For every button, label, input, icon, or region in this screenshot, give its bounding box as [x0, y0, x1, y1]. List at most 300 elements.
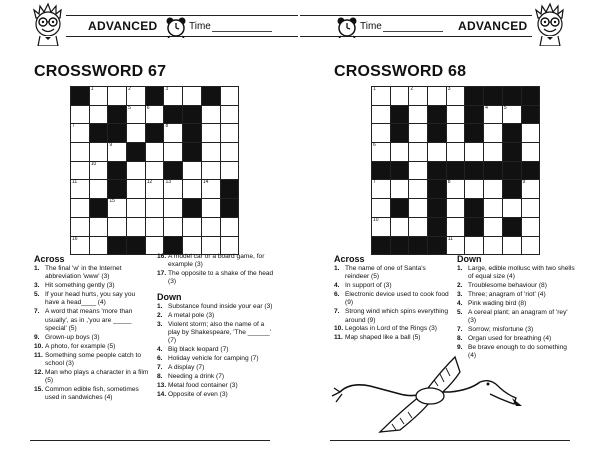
- right-page: [300, 0, 600, 460]
- grid-cell[interactable]: [90, 143, 108, 161]
- grid-cell[interactable]: [391, 87, 409, 105]
- clue-item: [34, 265, 149, 282]
- clue-item: [457, 309, 575, 326]
- grid-cell-black: [465, 124, 483, 142]
- grid-cell[interactable]: [71, 180, 89, 198]
- grid-cell[interactable]: [202, 106, 220, 124]
- grid-cell[interactable]: [71, 106, 89, 124]
- grid-cell[interactable]: [447, 199, 465, 217]
- grid-cell-black: [503, 162, 521, 180]
- clue-number: 9: [522, 179, 526, 186]
- grid-cell[interactable]: [484, 218, 502, 236]
- clue-number: 7.: [157, 364, 163, 372]
- grid-cell-black: [428, 218, 446, 236]
- clue-number: 2.: [157, 311, 163, 319]
- clue-text: A display (7): [168, 364, 205, 372]
- grid-cell[interactable]: [391, 218, 409, 236]
- clue-number: 4.: [157, 346, 163, 354]
- grid-cell[interactable]: [484, 106, 502, 124]
- clue-text: Grown-up boys (3): [45, 333, 100, 341]
- clue-number: 4.: [334, 282, 340, 290]
- grid-cell-black: [164, 106, 182, 124]
- grid-cell[interactable]: [447, 124, 465, 142]
- clue-text: A word that means 'more than usually', as in ,'you are _____ special' (5): [45, 308, 133, 332]
- across-clues: [334, 265, 449, 343]
- grid-cell[interactable]: [465, 237, 483, 255]
- time-entry-line[interactable]: [212, 31, 272, 32]
- grid-cell[interactable]: [465, 180, 483, 198]
- grid-cell[interactable]: [221, 87, 239, 105]
- clue-number: 3.: [157, 320, 163, 328]
- grid-cell[interactable]: [447, 180, 465, 198]
- grid-cell[interactable]: [409, 218, 427, 236]
- clue-number: 2: [128, 86, 131, 92]
- grid-cell-black: [108, 162, 126, 180]
- kid-avatar-icon: [530, 2, 570, 46]
- grid-cell[interactable]: [71, 218, 89, 236]
- clue-number: 15: [109, 198, 115, 205]
- clue-number: 8: [447, 179, 451, 186]
- grid-cell-black: [90, 124, 108, 142]
- grid-cell[interactable]: [202, 162, 220, 180]
- clue-text: Organ used for breathing (4): [468, 334, 552, 342]
- grid-cell[interactable]: [221, 124, 239, 142]
- puzzle-title: CROSSWORD 68: [334, 63, 467, 80]
- grid-cell[interactable]: [183, 180, 201, 198]
- grid-cell-black: [484, 87, 502, 105]
- grid-cell-black: [164, 162, 182, 180]
- grid-cell[interactable]: [522, 237, 540, 255]
- clue-number: 1: [373, 86, 376, 92]
- clue-number: 4: [485, 104, 488, 111]
- grid-cell[interactable]: [183, 87, 201, 105]
- grid-cell-black: [164, 237, 182, 255]
- grid-cell[interactable]: [202, 180, 220, 198]
- clue-item: [157, 253, 275, 270]
- header-rule: [300, 15, 532, 16]
- level-label: ADVANCED: [88, 19, 158, 33]
- grid-cell-black: [372, 162, 390, 180]
- grid-cell-black: [409, 237, 427, 255]
- clue-number: 3: [165, 86, 169, 92]
- grid-cell-black: [428, 180, 446, 198]
- grid-cell-black: [484, 162, 502, 180]
- grid-cell[interactable]: [409, 143, 427, 161]
- grid-cell[interactable]: [146, 162, 164, 180]
- grid-cell-black: [391, 124, 409, 142]
- clue-text: A metal pole (3): [168, 311, 215, 319]
- grid-cell[interactable]: [183, 162, 201, 180]
- grid-cell-black: [465, 87, 483, 105]
- clue-number: 13: [165, 179, 171, 186]
- clue-item: [157, 346, 275, 354]
- grid-cell-black: [428, 162, 446, 180]
- clue-number: 12.: [34, 368, 44, 376]
- grid-cell-black: [503, 218, 521, 236]
- clue-item: [457, 291, 575, 299]
- grid-cell-black: [465, 106, 483, 124]
- grid-cell[interactable]: [90, 87, 108, 105]
- grid-cell[interactable]: [202, 199, 220, 217]
- time-label: Time: [360, 21, 382, 32]
- clue-number: 13.: [157, 381, 167, 389]
- crossword-grid[interactable]: [70, 86, 239, 255]
- grid-cell-black: [221, 199, 239, 217]
- clue-item: [157, 382, 275, 390]
- clue-item: [334, 308, 449, 325]
- grid-cell-black: [522, 106, 540, 124]
- clue-number: 8.: [157, 372, 163, 380]
- grid-cell-black: [428, 124, 446, 142]
- grid-cell[interactable]: [71, 143, 89, 161]
- grid-cell[interactable]: [484, 124, 502, 142]
- clue-item: [34, 386, 149, 403]
- grid-cell[interactable]: [428, 87, 446, 105]
- grid-cell[interactable]: [221, 106, 239, 124]
- clue-number: 11.: [34, 351, 43, 359]
- kid-avatar-icon: [28, 2, 68, 46]
- footer-rule: [330, 440, 570, 441]
- clue-number: 17.: [157, 270, 167, 278]
- grid-cell[interactable]: [447, 237, 465, 255]
- clue-item: [34, 334, 149, 342]
- clue-text: The opposite to a shake of the head (3): [168, 270, 274, 286]
- grid-cell[interactable]: [90, 218, 108, 236]
- grid-cell[interactable]: [372, 124, 390, 142]
- clue-item: [457, 265, 575, 282]
- across-heading: Across: [34, 254, 65, 264]
- clue-text: A cereal plant; an anagram of 'rey' (3): [468, 308, 568, 325]
- grid-cell-black: [108, 124, 126, 142]
- crossword-grid[interactable]: [371, 86, 540, 255]
- grid-cell[interactable]: [372, 199, 390, 217]
- grid-cell[interactable]: [372, 218, 390, 236]
- grid-cell-black: [391, 162, 409, 180]
- clue-number: 7.: [34, 308, 40, 316]
- clue-text: Opposite of even (3): [168, 390, 228, 398]
- grid-cell[interactable]: [409, 162, 427, 180]
- grid-cell[interactable]: [146, 237, 164, 255]
- grid-cell[interactable]: [146, 218, 164, 236]
- clue-number: 1.: [34, 265, 40, 272]
- grid-cell-black: [391, 106, 409, 124]
- grid-cell[interactable]: [71, 162, 89, 180]
- grid-cell[interactable]: [127, 199, 145, 217]
- grid-cell[interactable]: [409, 180, 427, 198]
- grid-cell-black: [503, 124, 521, 142]
- clue-item: [457, 300, 575, 308]
- clue-number: 16.: [157, 253, 167, 260]
- clue-item: [457, 326, 575, 334]
- grid-cell[interactable]: [146, 106, 164, 124]
- grid-cell[interactable]: [221, 162, 239, 180]
- grid-cell-black: [183, 106, 201, 124]
- grid-cell[interactable]: [90, 162, 108, 180]
- clue-number: 9.: [457, 343, 463, 351]
- grid-cell-black: [428, 106, 446, 124]
- grid-cell[interactable]: [108, 87, 126, 105]
- clue-number: 5.: [34, 291, 40, 299]
- clue-item: [157, 355, 275, 363]
- grid-cell[interactable]: [127, 106, 145, 124]
- clue-item: [334, 282, 449, 290]
- grid-cell[interactable]: [183, 218, 201, 236]
- clue-number: 1.: [334, 265, 340, 272]
- clue-text: Be brave enough to do something (4): [468, 343, 567, 360]
- down-clues: [157, 303, 275, 400]
- clue-item: [34, 343, 149, 351]
- clue-text: Legolas in Lord of the Rings (3): [345, 325, 438, 333]
- grid-cell[interactable]: [146, 180, 164, 198]
- alarm-clock-icon: [165, 16, 187, 38]
- grid-cell-black: [522, 87, 540, 105]
- alarm-clock-icon: [336, 16, 358, 38]
- clue-number: 10: [90, 160, 97, 167]
- grid-cell[interactable]: [127, 180, 145, 198]
- grid-cell[interactable]: [503, 237, 521, 255]
- grid-cell[interactable]: [447, 87, 465, 105]
- clue-number: 8.: [457, 334, 463, 342]
- clue-number: 15.: [34, 385, 44, 393]
- grid-cell[interactable]: [127, 162, 145, 180]
- clue-text: Hit something gently (3): [45, 282, 115, 290]
- grid-cell[interactable]: [221, 143, 239, 161]
- down-heading: Down: [157, 292, 182, 302]
- grid-cell[interactable]: [183, 237, 201, 255]
- time-label: Time: [189, 21, 211, 32]
- clue-number: 11: [72, 179, 78, 186]
- grid-cell[interactable]: [71, 237, 89, 255]
- clue-item: [334, 334, 449, 342]
- clue-text: Substance found inside your ear (3): [168, 303, 273, 310]
- grid-cell[interactable]: [71, 199, 89, 217]
- grid-cell[interactable]: [164, 124, 182, 142]
- grid-cell[interactable]: [391, 143, 409, 161]
- clue-number: 10.: [334, 325, 344, 333]
- grid-cell[interactable]: [127, 87, 145, 105]
- grid-cell[interactable]: [164, 218, 182, 236]
- clue-number: 5: [503, 104, 507, 111]
- time-entry-line[interactable]: [383, 31, 443, 32]
- clue-number: 14: [202, 179, 209, 186]
- grid-cell[interactable]: [164, 180, 182, 198]
- across-heading: Across: [334, 254, 365, 264]
- clue-text: Metal food container (3): [168, 381, 238, 389]
- clue-number: 8: [165, 123, 169, 130]
- grid-cell[interactable]: [409, 87, 427, 105]
- clue-number: 4: [202, 86, 206, 92]
- clue-item: [334, 325, 449, 333]
- grid-cell-black: [183, 143, 201, 161]
- grid-cell-black: [127, 237, 145, 255]
- clue-text: If your head hurts, you say you have a head____ (4): [45, 291, 136, 307]
- clue-number: 11.: [334, 334, 343, 342]
- clue-number: 10.: [34, 342, 44, 350]
- grid-cell[interactable]: [127, 124, 145, 142]
- grid-cell[interactable]: [503, 106, 521, 124]
- grid-cell[interactable]: [221, 218, 239, 236]
- clue-number: 12: [146, 179, 153, 186]
- clue-text: Man who plays a character in a film (5): [45, 368, 149, 385]
- grid-cell[interactable]: [447, 143, 465, 161]
- grid-cell[interactable]: [409, 124, 427, 142]
- grid-cell[interactable]: [71, 124, 89, 142]
- grid-cell-black: [503, 143, 521, 161]
- grid-cell-black: [428, 237, 446, 255]
- clue-number: 5: [128, 104, 131, 111]
- grid-cell[interactable]: [90, 180, 108, 198]
- grid-cell[interactable]: [146, 143, 164, 161]
- grid-cell[interactable]: [522, 143, 540, 161]
- grid-cell[interactable]: [164, 143, 182, 161]
- clue-number: 3.: [34, 282, 40, 290]
- grid-cell[interactable]: [391, 180, 409, 198]
- grid-cell-black: [90, 199, 108, 217]
- grid-cell-black: [108, 237, 126, 255]
- grid-cell[interactable]: [522, 124, 540, 142]
- grid-cell-black: [71, 87, 89, 105]
- grid-cell-black: [522, 162, 540, 180]
- clue-item: [334, 291, 449, 308]
- clue-text: The name of one of Santa's reindeer (5): [345, 265, 426, 281]
- grid-cell[interactable]: [108, 143, 126, 161]
- grid-cell-black: [202, 87, 220, 105]
- clue-number: 3.: [457, 291, 463, 299]
- grid-cell[interactable]: [146, 199, 164, 217]
- clue-number: 9: [109, 142, 113, 149]
- clue-text: Pink wading bird (8): [468, 299, 527, 307]
- grid-cell[interactable]: [164, 199, 182, 217]
- grid-cell[interactable]: [90, 237, 108, 255]
- clue-text: Violent storm; also the name of a play by Shakespeare, 'The ______' (7): [168, 320, 271, 345]
- grid-cell-black: [183, 199, 201, 217]
- clue-number: 6.: [157, 355, 163, 363]
- grid-cell[interactable]: [522, 199, 540, 217]
- grid-cell[interactable]: [221, 237, 239, 255]
- grid-cell[interactable]: [372, 87, 390, 105]
- grid-cell[interactable]: [428, 143, 446, 161]
- grid-cell-black: [391, 237, 409, 255]
- clue-item: [457, 335, 575, 343]
- clue-text: Needing a drink (7): [168, 372, 225, 380]
- down-heading: Down: [457, 254, 482, 264]
- clue-text: A model car or a board game, for example (3): [168, 253, 265, 269]
- clue-text: Common edible fish, sometimes used in sandwiches (4): [45, 385, 139, 402]
- clue-item: [457, 282, 575, 290]
- across-clues-continued: [157, 253, 275, 287]
- clue-item: [34, 352, 149, 369]
- grid-cell[interactable]: [164, 87, 182, 105]
- clue-number: 2: [410, 86, 414, 92]
- grid-cell[interactable]: [108, 199, 126, 217]
- grid-cell[interactable]: [447, 106, 465, 124]
- grid-cell-black: [428, 199, 446, 217]
- clue-number: 7: [373, 179, 376, 186]
- clue-item: [157, 391, 275, 399]
- grid-cell-black: [465, 162, 483, 180]
- level-label: ADVANCED: [458, 19, 528, 33]
- clue-number: 6: [373, 142, 376, 149]
- clue-text: Map shaped like a ball (5): [345, 334, 421, 342]
- grid-cell[interactable]: [484, 237, 502, 255]
- grid-cell[interactable]: [409, 199, 427, 217]
- grid-cell[interactable]: [202, 143, 220, 161]
- clue-number: 17: [165, 235, 171, 242]
- grid-cell[interactable]: [127, 218, 145, 236]
- clue-number: 6.: [334, 291, 340, 299]
- flamingo-illustration-icon: [330, 352, 530, 438]
- grid-cell-black: [465, 218, 483, 236]
- grid-cell[interactable]: [409, 106, 427, 124]
- clue-number: 7.: [334, 308, 340, 316]
- grid-cell-black: [503, 180, 521, 198]
- clue-number: 7: [72, 123, 75, 130]
- clue-item: [34, 369, 149, 386]
- grid-cell[interactable]: [372, 106, 390, 124]
- grid-cell[interactable]: [202, 237, 220, 255]
- grid-cell-black: [391, 199, 409, 217]
- footer-rule: [30, 440, 270, 441]
- puzzle-title: CROSSWORD 67: [34, 63, 167, 80]
- clue-item: [157, 373, 275, 381]
- grid-cell-black: [108, 106, 126, 124]
- grid-cell[interactable]: [90, 106, 108, 124]
- clue-text: Strong wind which spins everything around (9): [345, 308, 448, 324]
- clue-item: [34, 291, 149, 308]
- grid-cell[interactable]: [503, 199, 521, 217]
- across-clues: [34, 265, 149, 403]
- grid-cell[interactable]: [522, 218, 540, 236]
- grid-cell-black: [127, 143, 145, 161]
- header-rule: [300, 36, 532, 37]
- clue-text: In support of (3): [345, 282, 392, 290]
- grid-cell[interactable]: [484, 143, 502, 161]
- clue-number: 7.: [457, 326, 463, 334]
- clue-text: Sorrow; misfortune (3): [468, 326, 534, 334]
- grid-cell-black: [372, 237, 390, 255]
- clue-number: 4.: [457, 299, 463, 307]
- grid-cell[interactable]: [202, 124, 220, 142]
- grid-cell-black: [183, 124, 201, 142]
- grid-cell-black: [447, 162, 465, 180]
- grid-cell-black: [108, 180, 126, 198]
- clue-number: 10: [373, 216, 379, 223]
- grid-cell[interactable]: [484, 199, 502, 217]
- grid-cell[interactable]: [108, 218, 126, 236]
- clue-text: Electronic device used to cook food (9): [345, 291, 449, 307]
- grid-cell[interactable]: [372, 180, 390, 198]
- grid-cell[interactable]: [447, 218, 465, 236]
- grid-cell[interactable]: [484, 180, 502, 198]
- clue-number: 16: [72, 235, 78, 242]
- grid-cell-black: [221, 180, 239, 198]
- grid-cell-black: [503, 87, 521, 105]
- clue-text: Big black leopard (7): [168, 346, 229, 354]
- grid-cell[interactable]: [465, 143, 483, 161]
- clue-number: 11: [447, 235, 453, 242]
- clue-number: 1: [90, 86, 94, 92]
- clue-item: [157, 321, 275, 346]
- grid-cell[interactable]: [522, 180, 540, 198]
- clue-text: A photo, for example (5): [45, 342, 116, 350]
- grid-cell[interactable]: [202, 218, 220, 236]
- clue-number: 6: [146, 104, 150, 111]
- clue-text: Something some people catch to school (3): [45, 351, 142, 367]
- grid-cell[interactable]: [372, 143, 390, 161]
- clue-item: [334, 265, 449, 282]
- down-clues: [457, 265, 575, 361]
- grid-cell-black: [146, 87, 164, 105]
